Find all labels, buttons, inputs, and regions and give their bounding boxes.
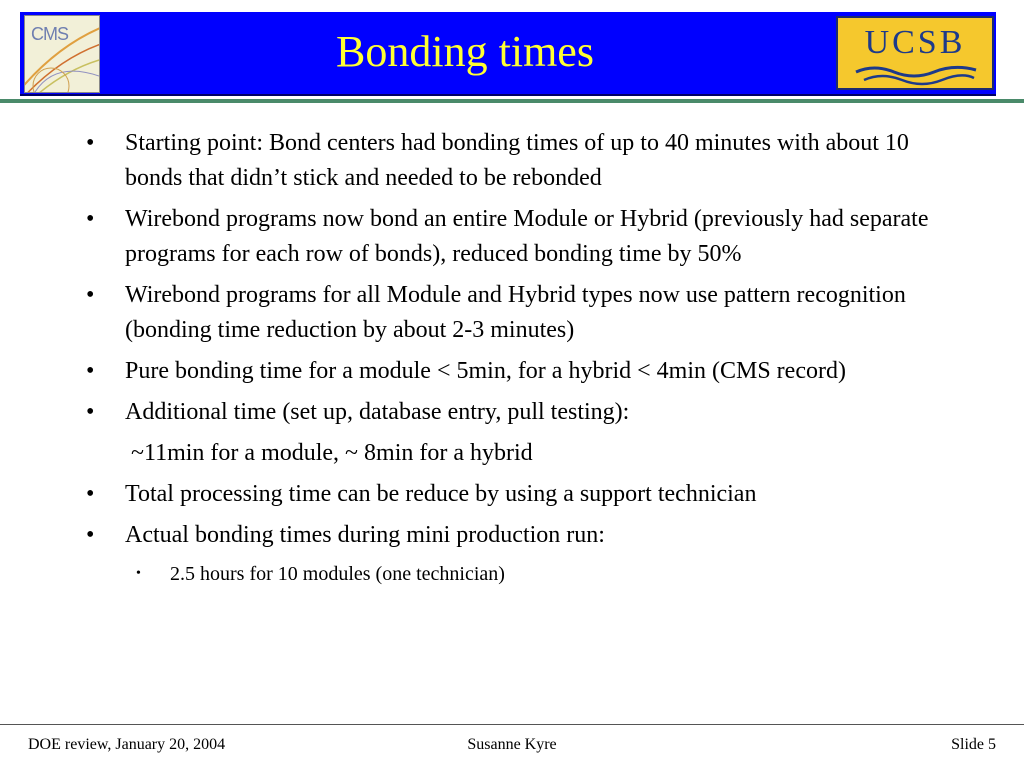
continuation-line: ~11min for a module, ~ 8min for a hybrid [131, 440, 533, 466]
sub-list-item [86, 559, 966, 589]
sub-bullet-dot: • [136, 566, 141, 581]
cms-logo-text: CMS [31, 24, 68, 44]
footer-rule [0, 724, 1024, 725]
bullet-text: Wirebond programs for all Module and Hybrid types now use pattern recognition (bonding time reduction by about 2-3 minutes) [125, 282, 906, 343]
slide-title: Bonding times [336, 27, 594, 76]
bullet-dot: • [86, 282, 95, 308]
bullet-list [86, 126, 966, 589]
list-item [86, 354, 966, 389]
bullet-dot: • [86, 206, 95, 232]
cms-logo [24, 15, 100, 93]
sub-bullet-text: 2.5 hours for 10 modules (one technician) [170, 563, 505, 585]
bullet-text: Additional time (set up, database entry, pull testing): [125, 399, 630, 425]
footer-date: DOE review, January 20, 2004 [28, 736, 226, 753]
list-item [86, 202, 966, 272]
bullet-text: Total processing time can be reduce by using a support technician [125, 481, 757, 507]
list-item [86, 126, 966, 196]
footer-author: Susanne Kyre [467, 736, 557, 753]
ucsb-logo-text: UCSB [864, 24, 966, 61]
bullet-text: Pure bonding time for a module < 5min, for a hybrid < 4min (CMS record) [125, 358, 846, 384]
ucsb-logo [836, 16, 994, 90]
list-item [86, 477, 966, 512]
bullet-dot: • [86, 481, 95, 507]
bullet-dot: • [86, 522, 95, 548]
ucsb-wave-icon [854, 64, 978, 86]
bullet-dot: • [86, 130, 95, 156]
bullet-dot: • [86, 358, 95, 384]
list-item [86, 518, 966, 553]
list-item [86, 278, 966, 348]
slide-number: Slide 5 [951, 736, 996, 753]
bullet-text: Starting point: Bond centers had bonding times of up to 40 minutes with about 10 bonds that didn’t stick and needed to be rebonded [125, 130, 909, 191]
bullet-text: Actual bonding times during mini production run: [125, 522, 605, 548]
header-rule [0, 99, 1024, 103]
list-item [86, 395, 966, 430]
bullet-dot: • [86, 399, 95, 425]
bullet-text: Wirebond programs now bond an entire Module or Hybrid (previously had separate programs for each row of bonds), reduced bonding time by 50% [125, 206, 929, 267]
